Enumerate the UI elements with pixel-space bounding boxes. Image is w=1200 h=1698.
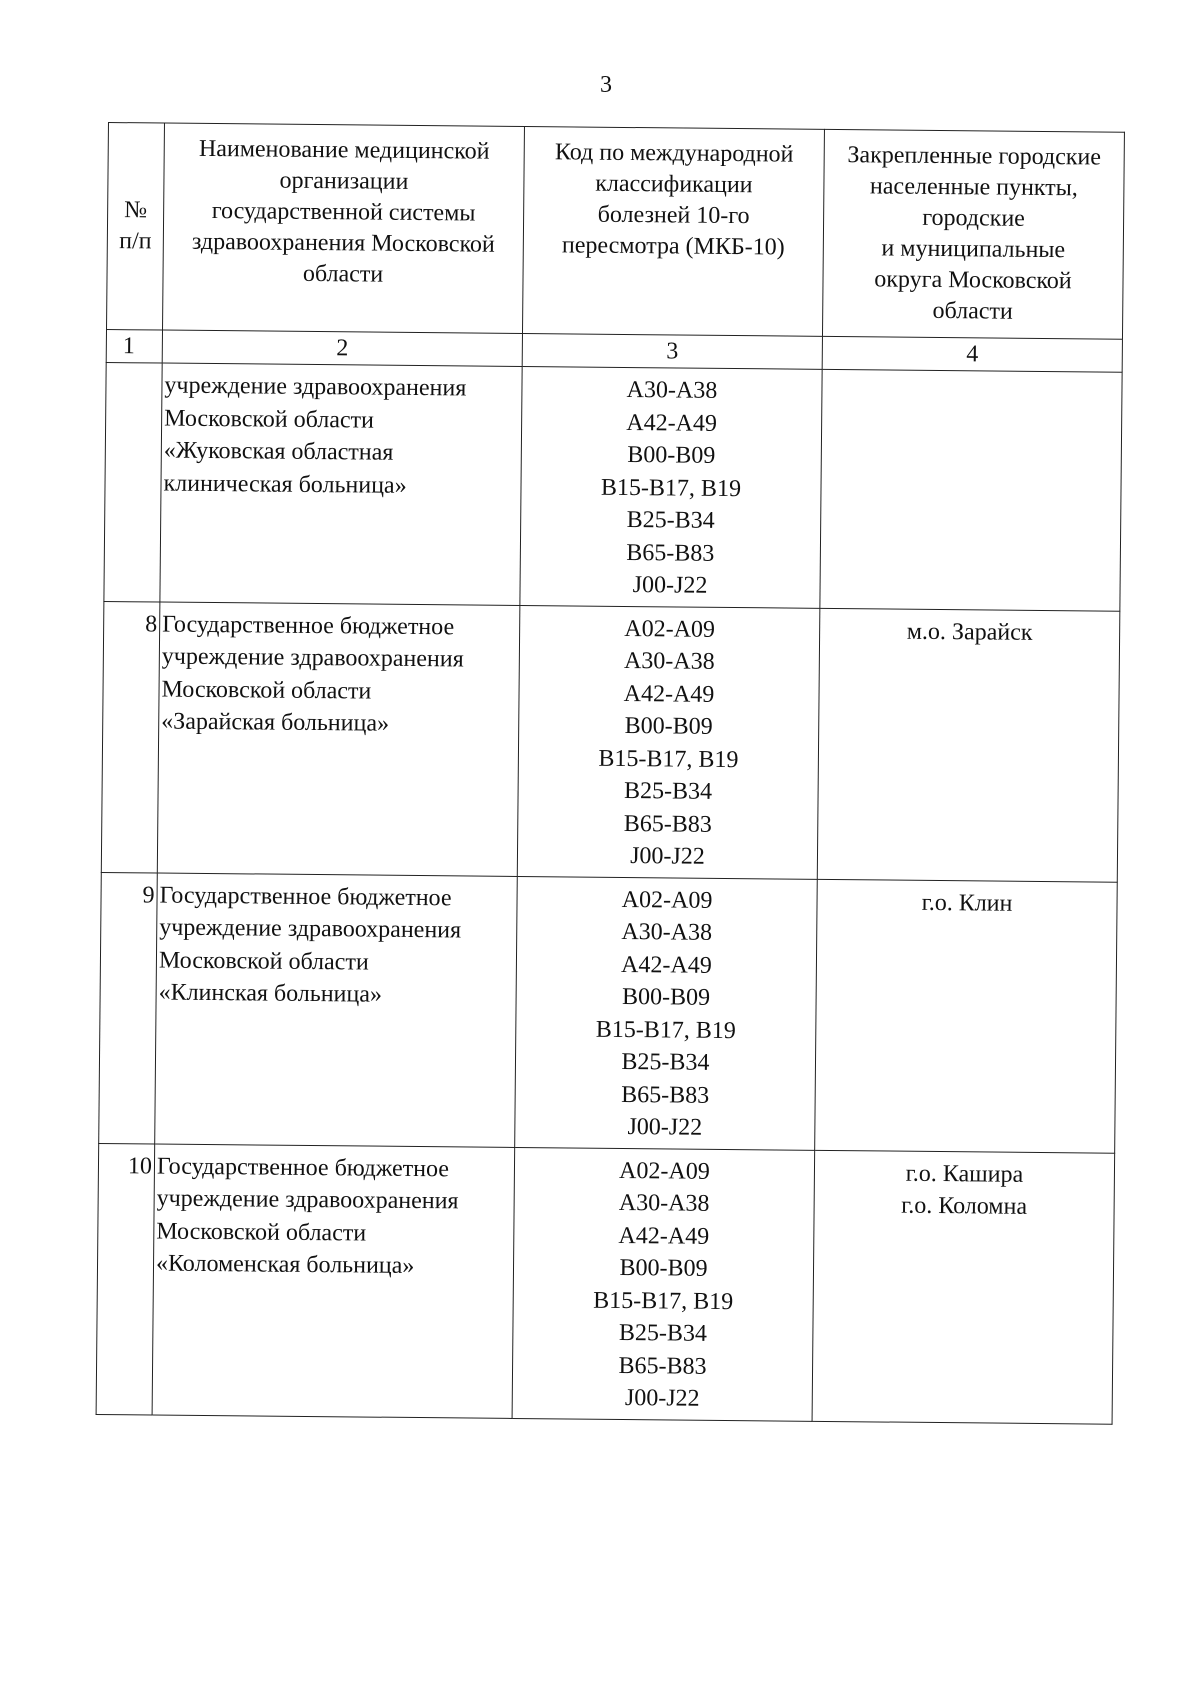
organization-name xyxy=(160,363,522,605)
organization-name xyxy=(157,602,520,876)
text-line: А30-А38 xyxy=(621,918,713,946)
text-line: J00-J22 xyxy=(630,843,705,870)
text-line: городские xyxy=(922,204,1026,232)
table-row xyxy=(99,872,1118,1153)
text-line: Московской области xyxy=(161,676,372,705)
text-line: «Жуковская областная xyxy=(163,437,394,466)
text-line: Закрепленные городские xyxy=(847,142,1102,171)
text-line: В15-В17, В19 xyxy=(598,745,739,773)
table-row xyxy=(96,1143,1115,1424)
text-line: области xyxy=(302,260,384,288)
header-area xyxy=(822,129,1124,339)
text-line: «Клинская больница» xyxy=(158,979,383,1008)
text-line: пересмотра (МКБ-10) xyxy=(561,232,785,261)
text-line: клиническая больница» xyxy=(163,470,407,499)
text-line: А42-А49 xyxy=(620,951,712,979)
icd-codes xyxy=(520,366,822,607)
table-row xyxy=(104,362,1122,610)
text-line: «Коломенская больница» xyxy=(155,1250,415,1279)
icd-codes xyxy=(517,605,820,879)
text-line: болезней 10-го xyxy=(597,201,750,230)
row-number: 8 xyxy=(101,601,160,873)
text-line: государственной системы xyxy=(211,198,476,227)
text-line: В25-В34 xyxy=(623,777,713,805)
table-row xyxy=(101,601,1120,882)
text-line: и муниципальные xyxy=(881,235,1066,264)
text-line: А30-А38 xyxy=(623,647,715,675)
text-line: В00-В09 xyxy=(627,442,716,469)
text-line: А42-А49 xyxy=(626,409,718,437)
text-line: В25-В34 xyxy=(618,1319,708,1347)
row-number xyxy=(104,362,162,601)
header-code xyxy=(522,126,824,336)
text-line: В65-В83 xyxy=(618,1352,707,1380)
column-index: 3 xyxy=(522,333,822,369)
header-row xyxy=(107,123,1125,340)
text-line: Государственное бюджетное xyxy=(159,882,452,911)
text-line: В15-В17, В19 xyxy=(593,1287,734,1315)
text-line: А42-А49 xyxy=(623,680,715,708)
text-line: А42-А49 xyxy=(618,1222,710,1250)
text-line: J00-J22 xyxy=(627,1114,703,1141)
text-line: г.о. Клин xyxy=(921,889,1013,917)
text-line: № xyxy=(124,197,148,224)
page-number: 3 xyxy=(600,72,612,98)
icd-codes xyxy=(512,1147,815,1421)
text-line: А30-А38 xyxy=(626,376,718,404)
assigned-districts xyxy=(815,879,1118,1153)
table-wrapper xyxy=(96,122,1125,1424)
text-line: Наименование медицинской xyxy=(198,135,490,165)
text-line: здравоохранения Московской xyxy=(191,228,495,258)
text-line: В25-В34 xyxy=(621,1048,710,1076)
text-line: В65-В83 xyxy=(626,539,715,567)
text-line: А02-А09 xyxy=(621,886,713,914)
column-index: 2 xyxy=(162,330,522,366)
text-line: В00-В09 xyxy=(621,983,711,1011)
column-index: 4 xyxy=(822,336,1122,372)
text-line: А30-А38 xyxy=(618,1189,710,1217)
text-line: В15-В17, В19 xyxy=(595,1016,736,1044)
text-line: В65-В83 xyxy=(623,810,712,838)
text-line: В65-В83 xyxy=(621,1081,710,1109)
text-line: Государственное бюджетное xyxy=(156,1153,450,1182)
text-line: населенные пункты, xyxy=(869,173,1078,202)
text-line: «Зарайская больница» xyxy=(161,708,390,737)
hospital-table xyxy=(96,122,1125,1424)
row-number: 9 xyxy=(99,872,158,1144)
text-line: Московской области xyxy=(158,947,369,976)
assigned-districts xyxy=(820,369,1122,610)
assigned-districts xyxy=(817,608,1120,882)
text-line: А02-А09 xyxy=(624,615,716,643)
text-line: учреждение здравоохранения xyxy=(164,372,467,402)
header-num xyxy=(107,123,165,331)
text-line: учреждение здравоохранения xyxy=(156,1185,459,1215)
text-line: J00-J22 xyxy=(632,572,708,599)
text-line: Московской области xyxy=(164,405,375,434)
text-line: Московской области xyxy=(156,1218,367,1247)
column-index: 1 xyxy=(106,329,162,363)
organization-name xyxy=(152,1143,515,1417)
text-line: В00-В09 xyxy=(624,712,713,740)
text-line: Государственное бюджетное xyxy=(162,611,455,640)
text-line: классификации xyxy=(595,170,753,199)
text-line: области xyxy=(932,297,1013,325)
text-line: м.о. Зарайск xyxy=(906,618,1033,646)
text-line: учреждение здравоохранения xyxy=(161,643,464,673)
text-line: г.о. Коломна xyxy=(901,1192,1028,1220)
text-line: округа Московской xyxy=(874,266,1072,295)
header-name xyxy=(163,123,525,333)
text-line: В00-В09 xyxy=(619,1254,708,1282)
text-line: п/п xyxy=(119,228,152,255)
text-line: Код по международной xyxy=(554,139,794,168)
text-line: учреждение здравоохранения xyxy=(159,914,462,944)
text-line: А02-А09 xyxy=(619,1157,710,1185)
assigned-districts xyxy=(812,1150,1115,1424)
row-number: 10 xyxy=(96,1143,155,1415)
organization-name xyxy=(155,873,518,1147)
text-line: г.о. Кашира xyxy=(905,1160,1024,1188)
text-line: В25-В34 xyxy=(626,506,715,534)
icd-codes xyxy=(515,876,818,1150)
text-line: В15-В17, В19 xyxy=(600,474,742,502)
text-line: J00-J22 xyxy=(624,1385,700,1412)
text-line: организации xyxy=(279,167,409,195)
